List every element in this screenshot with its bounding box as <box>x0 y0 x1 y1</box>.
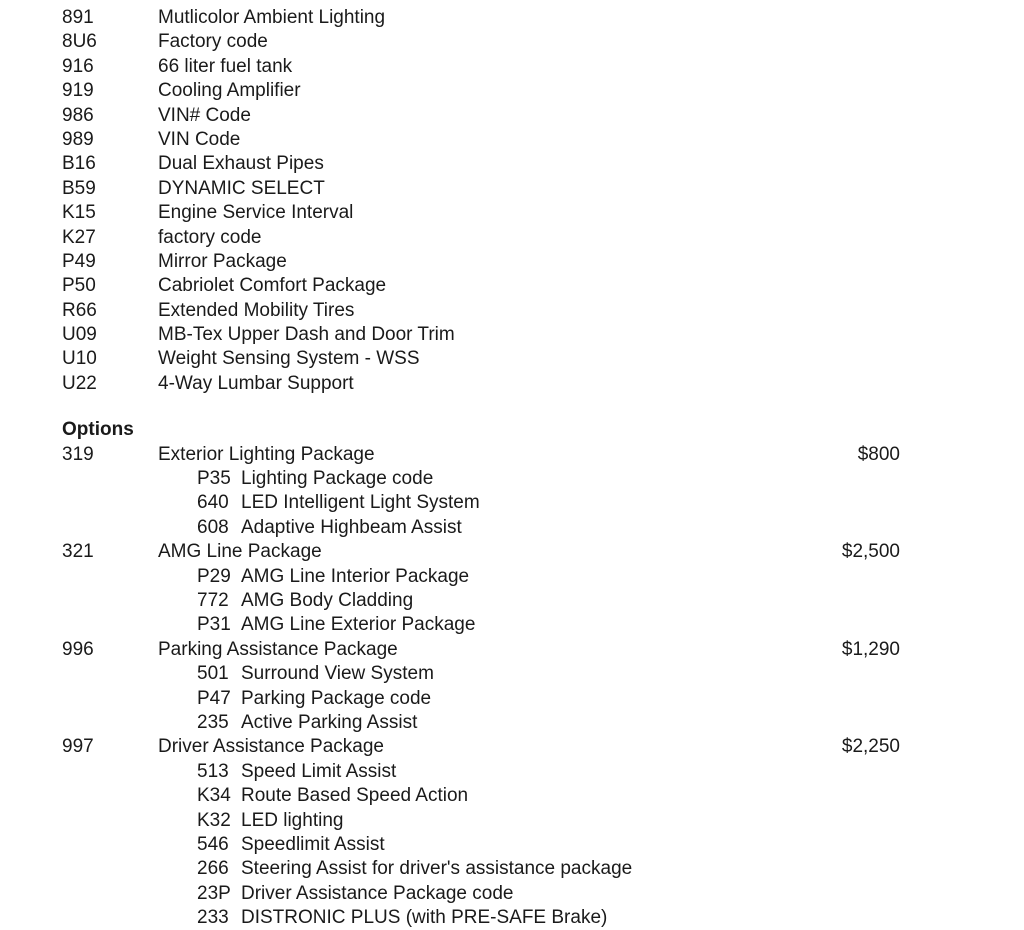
package-name: AMG Line Package <box>158 541 322 563</box>
option-description: VIN# Code <box>158 104 251 126</box>
package-row <box>0 540 1024 564</box>
option-code: U09 <box>62 324 97 346</box>
package-item-row <box>0 613 1024 637</box>
package-price: $2,500 <box>841 541 900 563</box>
package-item-row <box>0 711 1024 735</box>
item-description: Surround View System <box>241 663 434 685</box>
code-row <box>0 128 1024 152</box>
package-item-row <box>0 809 1024 833</box>
package-name: Driver Assistance Package <box>158 736 384 758</box>
code-row <box>0 104 1024 128</box>
option-code: 986 <box>62 104 94 126</box>
item-code: P47 <box>197 687 231 709</box>
item-description: Parking Package code <box>241 687 432 709</box>
package-price: $800 <box>857 443 900 465</box>
package-item-row <box>0 565 1024 589</box>
package-item-row <box>0 906 1024 930</box>
option-description: VIN Code <box>158 128 241 150</box>
item-description: Lighting Package code <box>241 468 434 490</box>
item-description: AMG Line Interior Package <box>241 565 470 587</box>
option-description: Engine Service Interval <box>158 202 354 224</box>
package-item-row <box>0 784 1024 808</box>
package-price: $1,290 <box>841 638 900 660</box>
item-description: Speedlimit Assist <box>241 833 385 855</box>
item-description: AMG Body Cladding <box>241 589 414 611</box>
package-item-row <box>0 662 1024 686</box>
package-item-row <box>0 491 1024 515</box>
package-item-row <box>0 857 1024 881</box>
standard-code-list <box>0 6 1024 396</box>
item-description: Active Parking Assist <box>241 711 418 733</box>
package-code: 997 <box>62 736 94 758</box>
code-row <box>0 201 1024 225</box>
option-code: 891 <box>62 7 94 28</box>
item-code: 23P <box>197 882 231 904</box>
package-name: Exterior Lighting Package <box>158 443 375 465</box>
item-description: Adaptive Highbeam Assist <box>241 516 462 538</box>
package-item-row <box>0 516 1024 540</box>
options-section <box>0 418 1024 930</box>
option-code: B16 <box>62 153 96 175</box>
option-code: P50 <box>62 275 96 297</box>
package-item-row <box>0 687 1024 711</box>
package-code: 321 <box>62 541 94 563</box>
item-code: 546 <box>197 833 229 855</box>
package-row <box>0 638 1024 662</box>
item-code: 513 <box>197 760 229 782</box>
option-code: U22 <box>62 372 97 394</box>
option-description: 4-Way Lumbar Support <box>158 372 354 394</box>
option-description: Mirror Package <box>158 250 287 272</box>
option-description: Dual Exhaust Pipes <box>158 153 324 175</box>
option-code: 919 <box>62 80 94 102</box>
option-description: 66 liter fuel tank <box>158 55 293 77</box>
item-description: Driver Assistance Package code <box>241 882 514 904</box>
code-row <box>0 372 1024 396</box>
item-code: 266 <box>197 858 229 880</box>
option-code: B59 <box>62 177 96 199</box>
section-spacer <box>0 396 1024 418</box>
item-code: 233 <box>197 907 229 929</box>
option-description: MB-Tex Upper Dash and Door Trim <box>158 324 455 346</box>
item-code: P29 <box>197 565 231 587</box>
package-row <box>0 443 1024 467</box>
option-package <box>0 638 1024 736</box>
option-package <box>0 443 1024 541</box>
option-code: K27 <box>62 226 96 248</box>
item-code: 772 <box>197 589 229 611</box>
code-row <box>0 250 1024 274</box>
code-row <box>0 6 1024 30</box>
option-code: R66 <box>62 299 97 321</box>
code-row <box>0 79 1024 103</box>
option-package <box>0 540 1024 638</box>
item-description: Steering Assist for driver's assistance package <box>241 858 633 880</box>
package-item-row <box>0 467 1024 491</box>
item-description: LED Intelligent Light System <box>241 492 480 514</box>
package-code: 996 <box>62 638 94 660</box>
item-code: 640 <box>197 492 229 514</box>
item-code: 501 <box>197 663 229 685</box>
item-code: K32 <box>197 809 231 831</box>
options-sheet <box>0 6 1024 930</box>
option-code: P49 <box>62 250 96 272</box>
code-row <box>0 347 1024 371</box>
code-row <box>0 152 1024 176</box>
item-description: Route Based Speed Action <box>241 785 469 807</box>
package-name: Parking Assistance Package <box>158 638 398 660</box>
code-row <box>0 274 1024 298</box>
option-code: 916 <box>62 55 94 77</box>
package-code: 319 <box>62 443 94 465</box>
package-row <box>0 735 1024 759</box>
option-code: U10 <box>62 348 97 370</box>
code-row <box>0 323 1024 347</box>
option-code: K15 <box>62 202 96 224</box>
options-heading-row <box>0 418 1024 442</box>
option-code: 989 <box>62 128 94 150</box>
item-description: Speed Limit Assist <box>241 760 397 782</box>
item-description: AMG Line Exterior Package <box>241 614 476 636</box>
item-description: LED lighting <box>241 809 344 831</box>
code-row <box>0 177 1024 201</box>
package-item-row <box>0 833 1024 857</box>
package-item-row <box>0 589 1024 613</box>
option-description: Factory code <box>158 31 268 53</box>
option-description: Mutlicolor Ambient Lighting <box>158 7 386 28</box>
code-row <box>0 55 1024 79</box>
item-code: 608 <box>197 516 229 538</box>
package-price: $2,250 <box>841 736 900 758</box>
code-row <box>0 226 1024 250</box>
options-heading: Options <box>62 419 134 441</box>
item-code: 235 <box>197 711 229 733</box>
option-description: Cabriolet Comfort Package <box>158 275 387 297</box>
option-description: DYNAMIC SELECT <box>158 177 325 199</box>
option-description: Weight Sensing System - WSS <box>158 348 420 370</box>
item-code: P35 <box>197 468 231 490</box>
code-row <box>0 299 1024 323</box>
package-item-row <box>0 882 1024 906</box>
package-item-row <box>0 760 1024 784</box>
option-code: 8U6 <box>62 31 97 53</box>
option-description: Extended Mobility Tires <box>158 299 355 321</box>
code-row <box>0 30 1024 54</box>
option-description: Cooling Amplifier <box>158 80 301 102</box>
option-description: factory code <box>158 226 262 248</box>
option-package <box>0 735 1024 930</box>
item-code: K34 <box>197 785 231 807</box>
item-description: DISTRONIC PLUS (with PRE-SAFE Brake) <box>241 907 608 929</box>
item-code: P31 <box>197 614 231 636</box>
